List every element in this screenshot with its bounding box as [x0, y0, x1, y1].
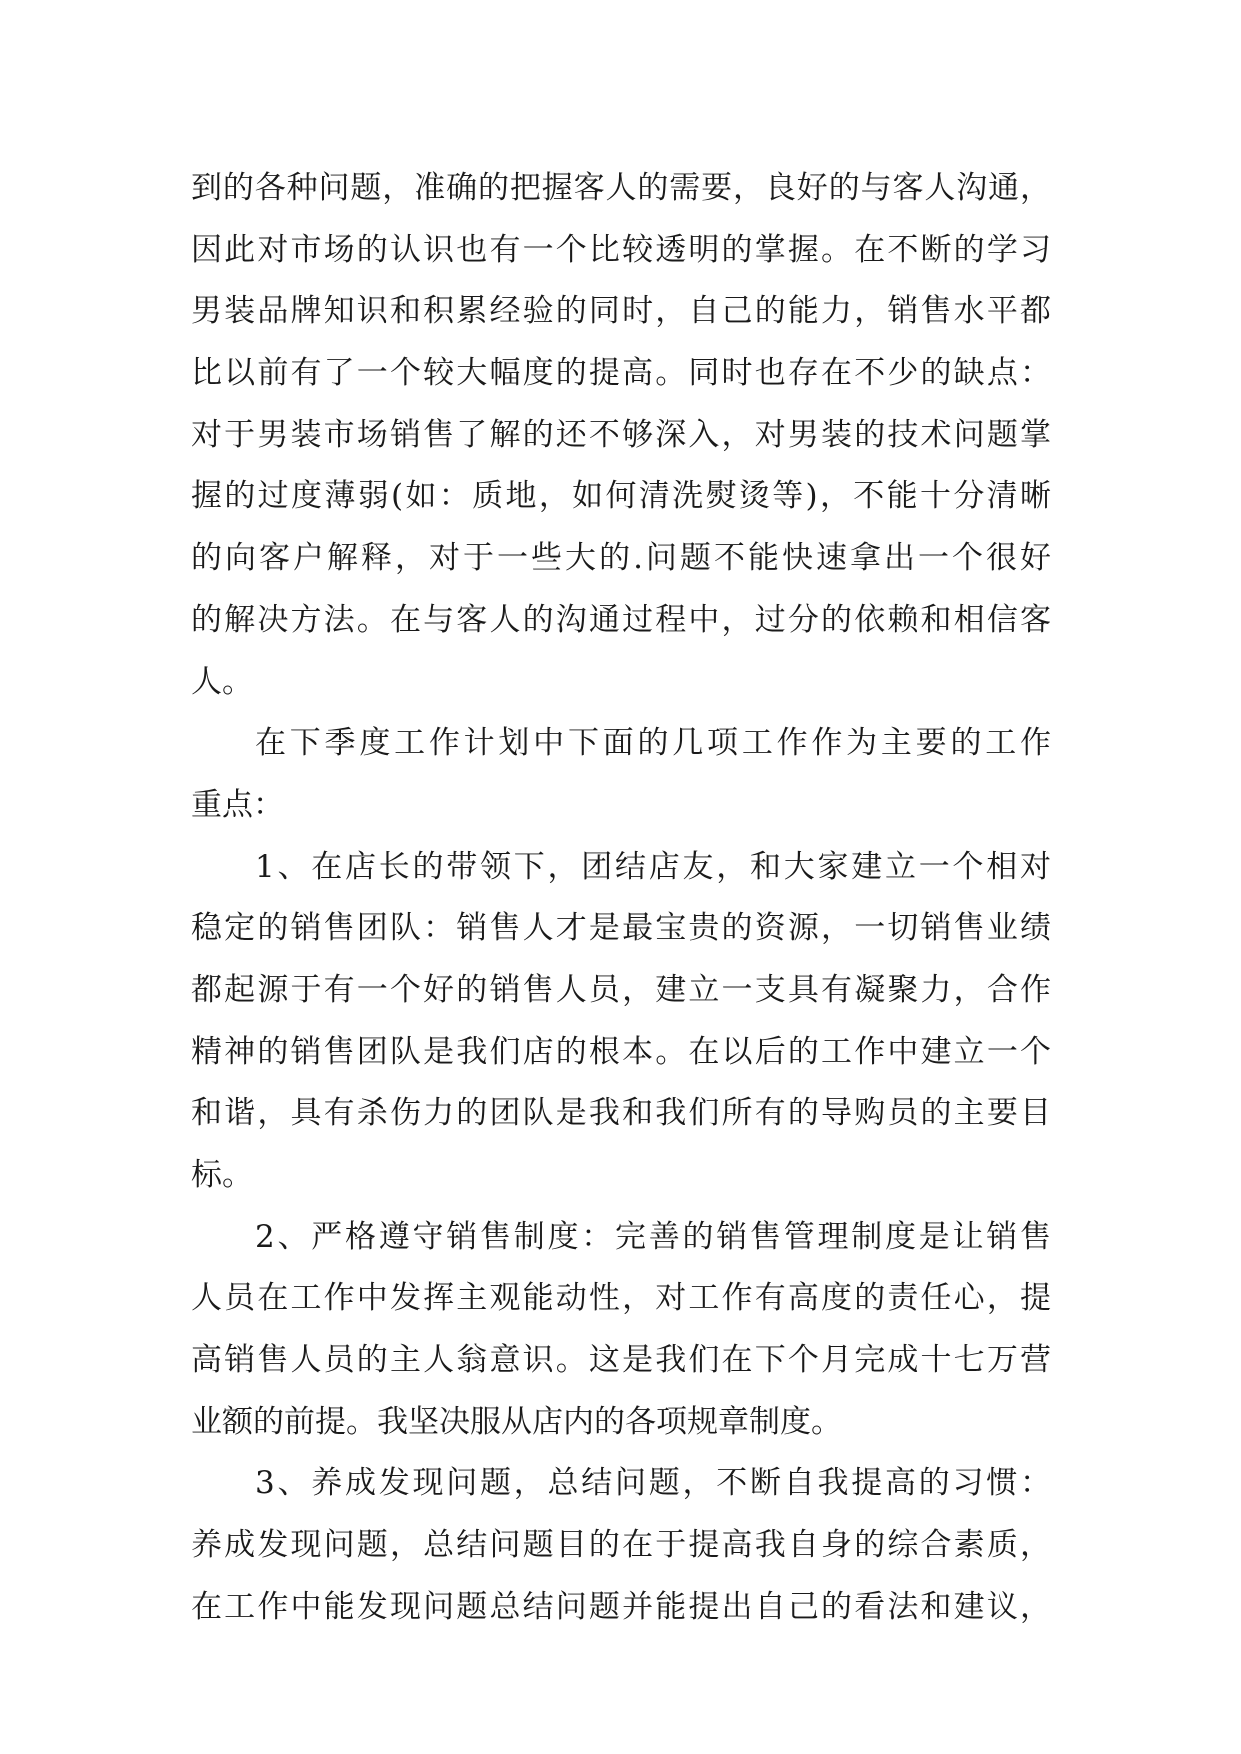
- text-line: 重点：: [191, 786, 284, 823]
- text-line: 精神的销售团队是我们店的根本。在以后的工作中建立一个: [191, 1033, 1051, 1070]
- paragraph-first-line: 3、养成发现问题，总结问题，不断自我提高的习惯：: [255, 1465, 1051, 1502]
- text-line: 高销售人员的主人翁意识。这是我们在下个月完成十七万营: [191, 1342, 1051, 1379]
- text-line: 和谐，具有杀伤力的团队是我和我们所有的导购员的主要目: [191, 1095, 1051, 1132]
- text-line: 握的过度薄弱(如：质地，如何清洗熨烫等)，不能十分清晰: [191, 478, 1051, 515]
- text-line: 的向客户解释，对于一些大的.问题不能快速拿出一个很好: [191, 540, 1051, 577]
- text-line: 业额的前提。我坚决服从店内的各项规章制度。: [191, 1403, 842, 1440]
- text-line: 养成发现问题，总结问题目的在于提高我自身的综合素质，: [191, 1527, 1051, 1564]
- text-line: 在工作中能发现问题总结问题并能提出自己的看法和建议，: [191, 1588, 1051, 1625]
- document-body: [191, 158, 1051, 1639]
- text-line: 人。: [191, 663, 253, 700]
- paragraph-first-line: 2、严格遵守销售制度：完善的销售管理制度是让销售: [255, 1218, 1051, 1255]
- text-line: 稳定的销售团队：销售人才是最宝贵的资源，一切销售业绩: [191, 910, 1051, 947]
- text-line: 人员在工作中发挥主观能动性，对工作有高度的责任心，提: [191, 1280, 1051, 1317]
- paragraph-first-line: 在下季度工作计划中下面的几项工作作为主要的工作: [255, 725, 1051, 762]
- text-line: 的解决方法。在与客人的沟通过程中，过分的依赖和相信客: [191, 601, 1051, 638]
- text-line: 对于男装市场销售了解的还不够深入，对男装的技术问题掌: [191, 416, 1051, 453]
- text-line: 男装品牌知识和积累经验的同时，自己的能力，销售水平都: [191, 293, 1051, 330]
- text-line: 到的各种问题，准确的把握客人的需要，良好的与客人沟通，: [191, 170, 1051, 206]
- text-line: 都起源于有一个好的销售人员，建立一支具有凝聚力，合作: [191, 971, 1051, 1008]
- text-line: 标。: [191, 1157, 253, 1193]
- text-line: 因此对市场的认识也有一个比较透明的掌握。在不断的学习: [191, 231, 1051, 268]
- text-line: 比以前有了一个较大幅度的提高。同时也存在不少的缺点：: [191, 355, 1051, 392]
- paragraph-first-line: 1、在店长的带领下，团结店友，和大家建立一个相对: [255, 848, 1051, 885]
